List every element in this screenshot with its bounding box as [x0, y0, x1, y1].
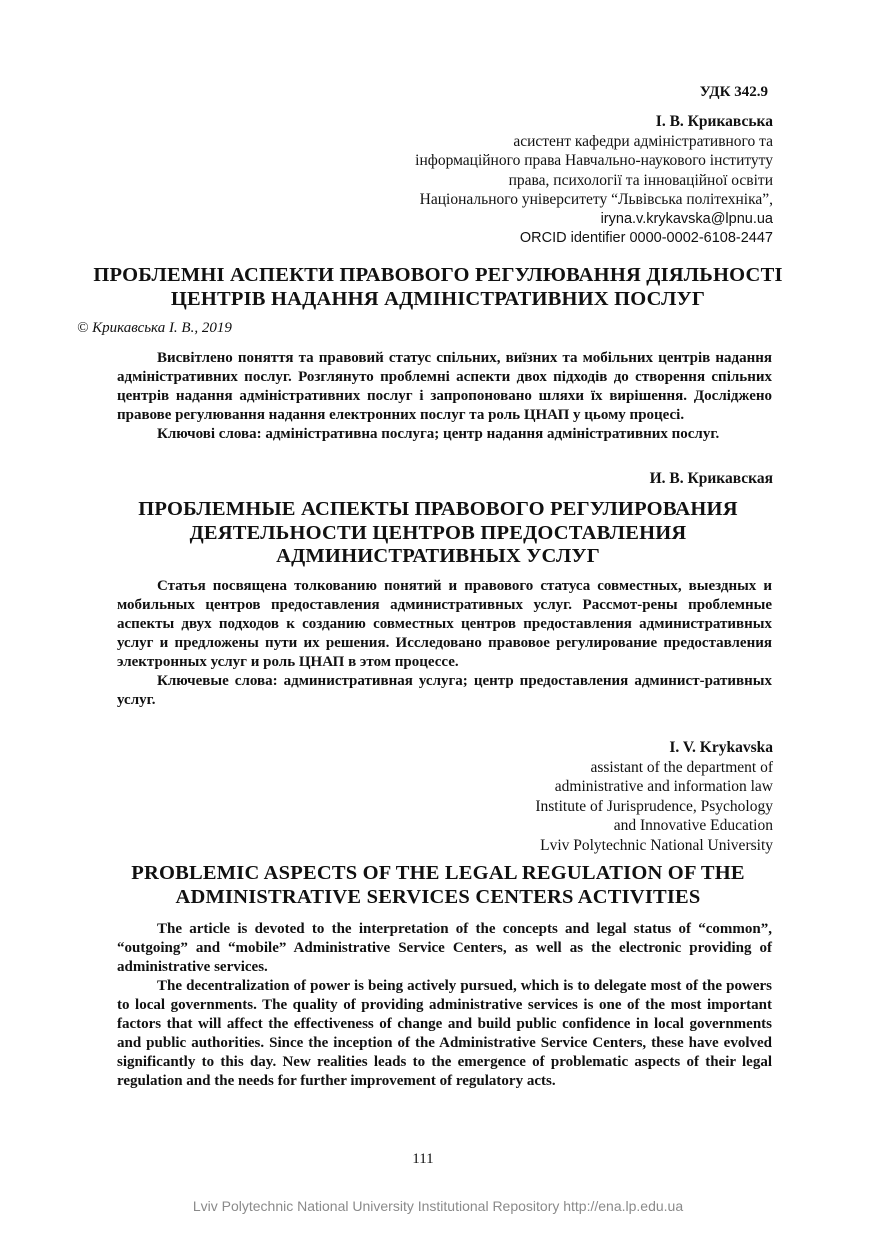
en-title — [60, 861, 816, 909]
en-author-block — [353, 738, 773, 855]
en-abstract — [117, 920, 772, 1091]
page-number: 111 — [412, 1151, 434, 1167]
ua-affiliation-line: асистент кафедри адміністративного та — [513, 132, 773, 150]
ru-abstract — [117, 577, 772, 710]
ua-abstract-text: Висвітлено поняття та правовий статус спільних, виїзних та мобільних центрів надання адміністративних послуг. Розглянуто проблемні аспекти двох підходів до створення спільних центрів надання адміністративних послуг і запропоновано шляхи їх вирішення. Досліджено правове регулювання надання електронних послуг та роль ЦНАП у цьому процесі. — [117, 350, 772, 423]
author-email: iryna.v.krykavska@lpnu.ua — [600, 210, 773, 227]
ua-title-line: ПРОБЛЕМНІ АСПЕКТИ ПРАВОВОГО РЕГУЛЮВАННЯ ДІЯЛЬНОСТІ — [93, 264, 783, 286]
ru-title-line: ДЕЯТЕЛЬНОСТИ ЦЕНТРОВ ПРЕДОСТАВЛЕНИЯ — [189, 521, 687, 544]
ru-title — [60, 498, 816, 569]
en-abstract-paragraph: The decentralization of power is being actively pursued, which is to delegate most of the powers to local governments. The quality of providing administrative services is one of the most important factors that will affect the effectiveness of change and build public confidence in local governments and public authorities. Since the inception of the Administrative Service Centers, these have evolved significantly to this day. New realities leads to the emergence of problematic aspects of their legal regulation and the needs for further improvement of regulatory acts. — [117, 978, 772, 1089]
ua-title-line: ЦЕНТРІВ НАДАННЯ АДМІНІСТРАТИВНИХ ПОСЛУГ — [170, 288, 706, 310]
ua-affiliation-line: права, психології та інноваційної освіти — [508, 171, 773, 189]
repository-footer: Lviv Polytechnic National University Institutional Repository http://ena.lp.edu.ua — [192, 1198, 684, 1214]
en-title-line: PROBLEMIC ASPECTS OF THE LEGAL REGULATION OF THE — [131, 862, 745, 884]
ua-affiliation-line: Національного університету “Львівська політехніка”, — [419, 191, 773, 208]
ua-keywords: Ключові слова: адміністративна послуга; центр надання адміністративних послуг. — [157, 426, 720, 442]
en-affiliation-line: Institute of Jurisprudence, Psychology — [535, 797, 773, 815]
en-affiliation-line: administrative and information law — [554, 778, 773, 795]
en-abstract-paragraph: The article is devoted to the interpretation of the concepts and legal status of “common”, “outgoing” and “mobile” Administrative Service Centers, as well as the electronic providing of administrative services. — [117, 921, 772, 975]
author-orcid: ORCID identifier 0000-0002-6108-2447 — [519, 230, 773, 246]
en-affiliation-line: assistant of the department of — [590, 758, 773, 776]
en-affiliation-line: and Innovative Education — [613, 817, 773, 834]
ru-author-name: И. В. Крикавская — [649, 470, 773, 487]
ru-title-line: ПРОБЛЕМНЫЕ АСПЕКТЫ ПРАВОВОГО РЕГУЛИРОВАНИЯ — [138, 498, 738, 520]
en-author-name: I. V. Krykavska — [669, 739, 773, 756]
ua-affiliation-line: інформаційного права Навчально-наукового інституту — [415, 152, 773, 169]
ua-title — [60, 263, 816, 311]
ua-abstract — [117, 349, 772, 444]
ru-abstract-text: Статья посвящена толкованию понятий и правового статуса совместных, выездных и мобильных центров предоставления административных услуг. Рассмот-рены проблемные аспекты двух подходов к созданию совместных центров предоставления административных услуг и предложены пути их решения. Исследовано правовое регулирование предоставления электронных услуг и роль ЦНАП в этом процессе. — [117, 578, 772, 670]
ru-title-line: АДМИНИСТРАТИВНЫХ УСЛУГ — [276, 545, 600, 567]
copyright-notice: © Крикавська І. В., 2019 — [77, 320, 232, 336]
en-affiliation-line: Lviv Polytechnic National University — [540, 836, 773, 854]
en-title-line: ADMINISTRATIVE SERVICES CENTERS ACTIVITIES — [175, 886, 701, 908]
ua-author-block — [213, 112, 773, 249]
udk-code: УДК 342.9 — [699, 84, 768, 100]
ru-keywords: Ключевые слова: административная услуга; центр предоставления админист-ративных услуг. — [117, 673, 772, 708]
ua-author-name: І. В. Крикавська — [655, 113, 773, 130]
